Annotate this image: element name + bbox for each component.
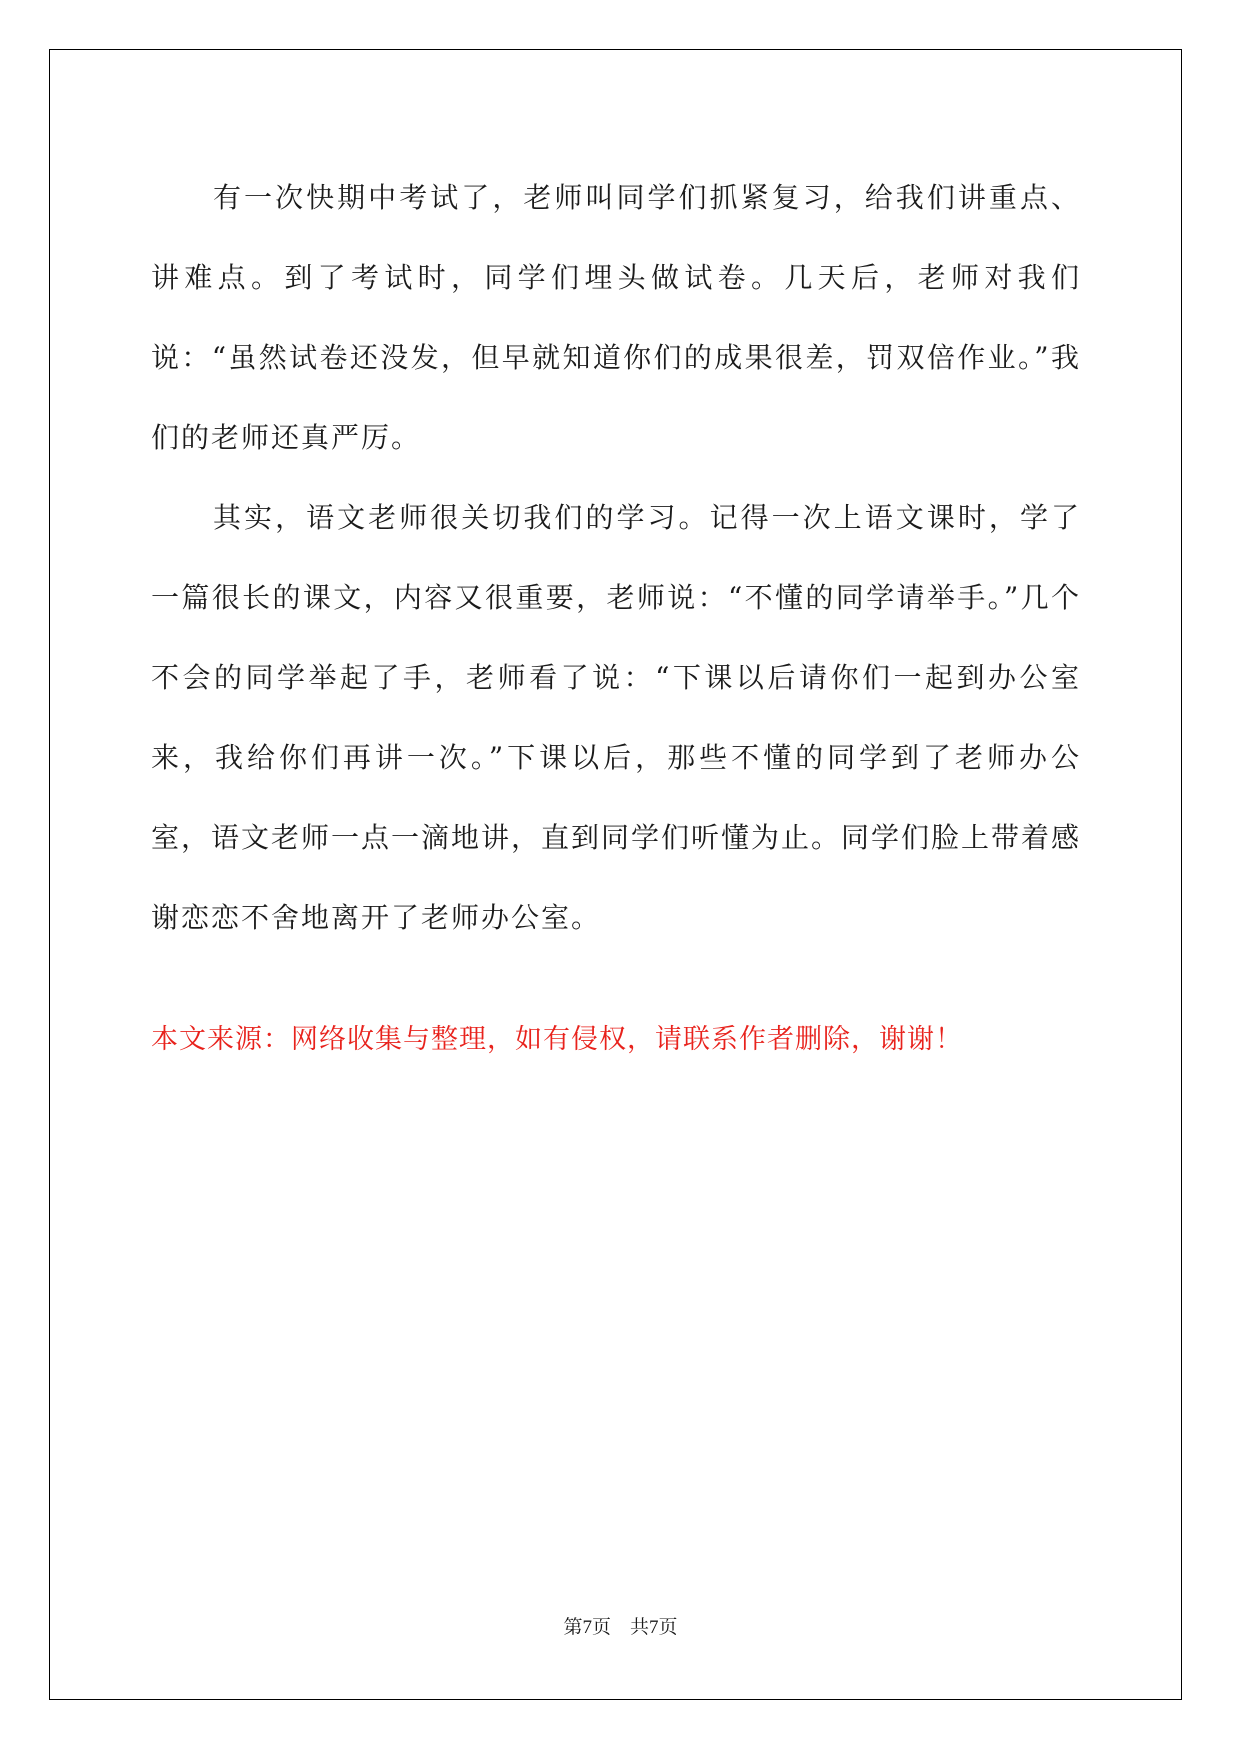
source-note: 本文来源：网络收集与整理，如有侵权，请联系作者删除，谢谢！ <box>151 1024 963 1055</box>
paragraph-2: 其实，语文老师很关切我们的学习。记得一次上语文课时，学了一篇很长的课文，内容又很重要，老师说：“不懂的同学请举手。”几个不会的同学举起了手，老师看了说：“下课以后请你们一起到办公室来，我给你们再讲一次。”下课以后，那些不懂的同学到了老师办公室，语文老师一点一滴地讲，直到同学们听懂为止。同学们脸上带着感谢恋恋不舍地离开了老师办公室。 <box>151 501 1082 934</box>
paragraph-1: 有一次快期中考试了，老师叫同学们抓紧复习，给我们讲重点、讲难点。到了考试时，同学们埋头做试卷。几天后，老师对我们说：“虽然试卷还没发，但早就知道你们的成果很差，罚双倍作业。”我们的老师还真严厉。 <box>151 181 1081 454</box>
document-body <box>151 158 1081 958</box>
page-number-footer: 第7页 共7页 <box>563 1617 678 1638</box>
